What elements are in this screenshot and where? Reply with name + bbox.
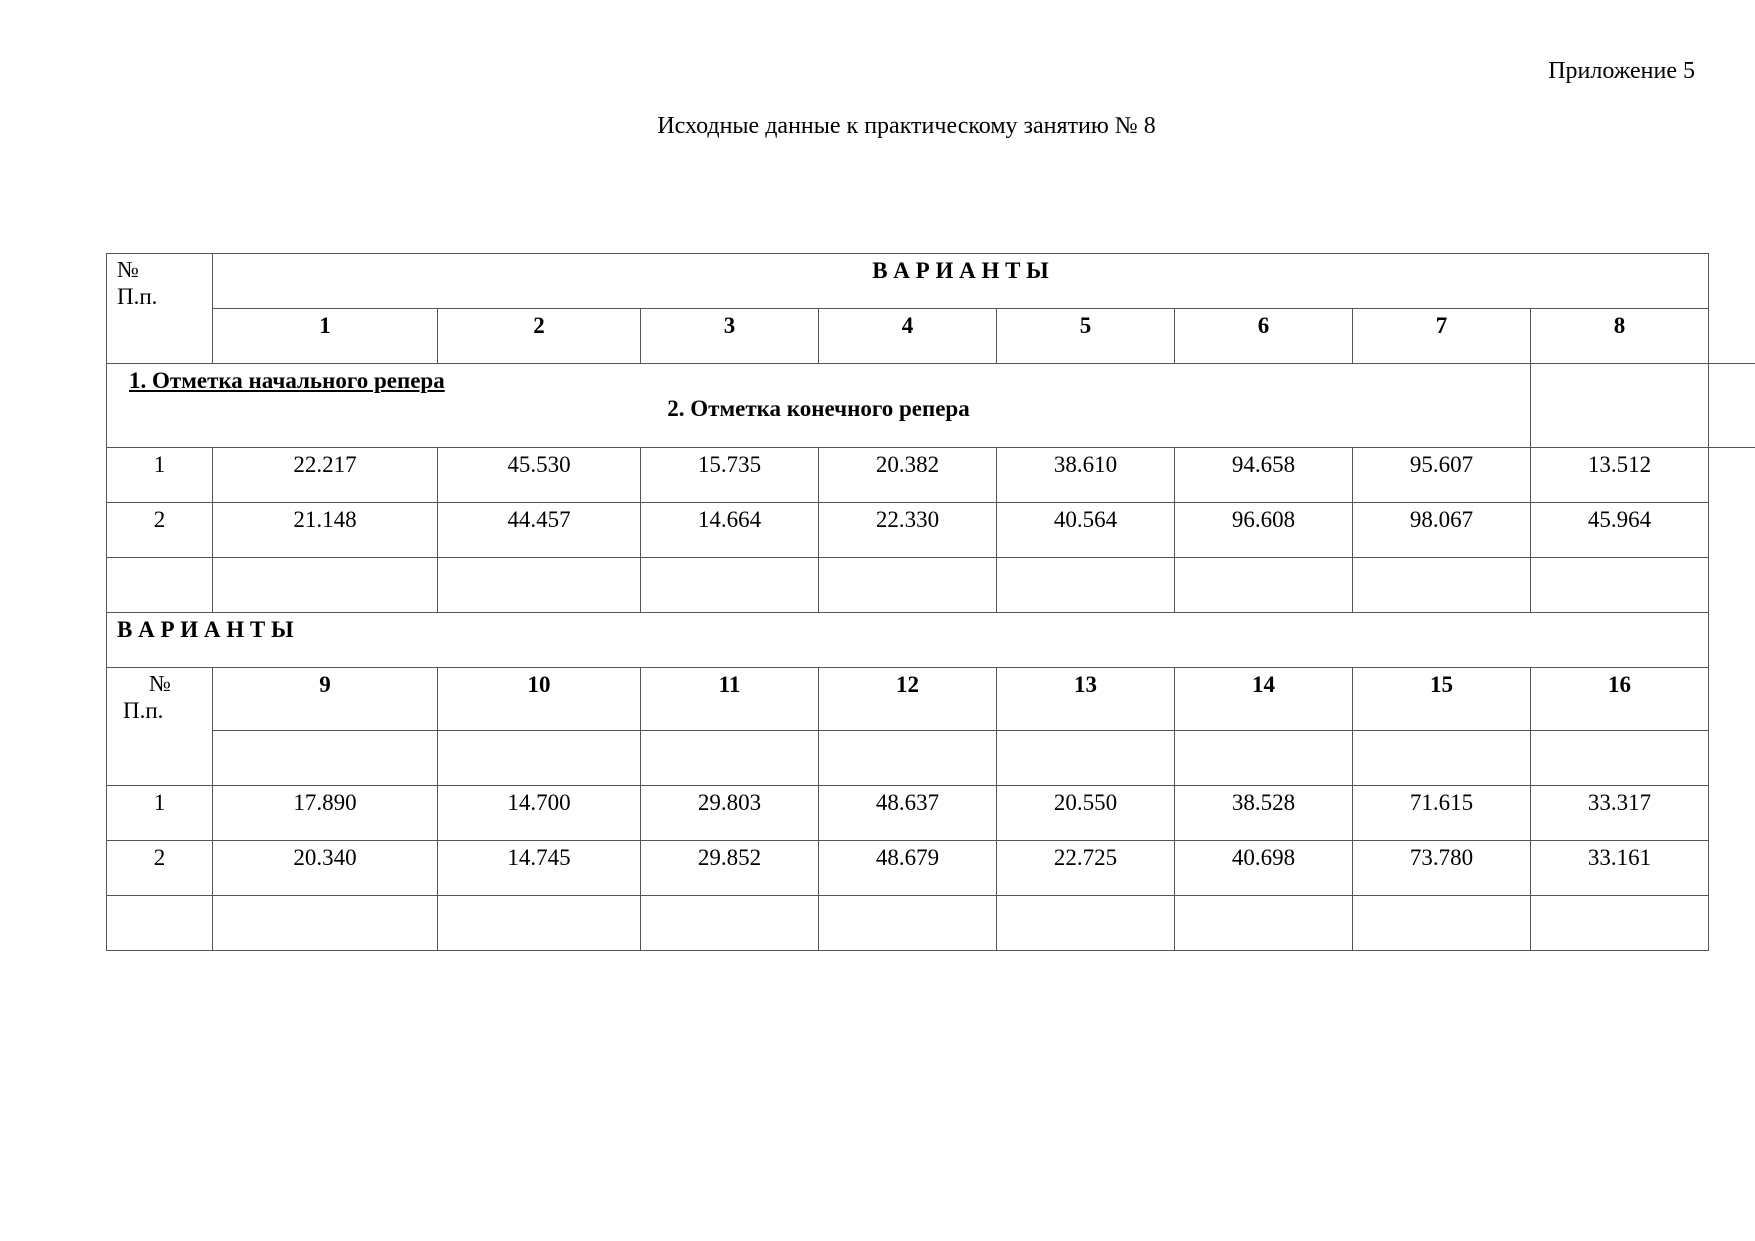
section1-label: 1. Отметка начального репера [129,368,445,393]
value-cell [640,447,819,503]
value-cell [1530,840,1709,896]
variant-number: 8 [1613,313,1626,338]
value-cell [996,502,1175,558]
value-cell [1352,447,1531,503]
value-text: 20.550 [1053,790,1118,815]
empty-cell [1530,557,1709,613]
value-text: 38.610 [1053,452,1118,477]
empty-cell [1530,730,1709,786]
variant-number: 14 [1252,672,1275,697]
table-overhang-line [1708,447,1755,448]
value-cell [1174,502,1353,558]
value-cell [996,447,1175,503]
value-text: 96.608 [1231,507,1296,532]
variant-number: 4 [901,313,914,338]
variant-number-cell [1174,308,1353,364]
empty-cell [996,557,1175,613]
value-text: 20.340 [293,845,357,870]
row-number: 1 [153,790,166,815]
value-cell [996,840,1175,896]
empty-cell [818,557,997,613]
variant-number: 12 [896,672,919,697]
variant-number-cell [1530,308,1709,364]
variant-number-cell [818,667,997,731]
value-text: 33.161 [1587,845,1652,870]
value-cell [212,840,438,896]
appendix-label: Приложение 5 [1548,58,1695,84]
empty-cell [640,895,819,951]
value-text: 14.700 [507,790,571,815]
empty-cell [1174,895,1353,951]
value-text: 45.530 [507,452,571,477]
value-cell [1352,502,1531,558]
variant-number-cell [212,308,438,364]
value-cell [212,785,438,841]
value-cell [640,840,819,896]
variant-number: 10 [527,672,551,697]
value-text: 45.964 [1587,507,1652,532]
value-cell [640,502,819,558]
variant-number: 1 [319,313,331,338]
value-cell [437,447,641,503]
variant-number-cell [996,308,1175,364]
empty-cell [437,557,641,613]
variant-number: 6 [1257,313,1270,338]
row-number: 2 [153,845,166,870]
variant-number-cell [996,667,1175,731]
variant-number: 5 [1079,313,1092,338]
value-text: 29.852 [697,845,762,870]
section2-label: 2. Отметка конечного репера [667,396,970,421]
value-text: 94.658 [1231,452,1296,477]
value-cell [1530,502,1709,558]
variant-number-cell [1530,667,1709,731]
variants-label: В А Р И А Н Т Ы [872,258,1049,283]
row-number-cell [106,840,213,896]
row-number-cell [106,502,213,558]
value-text: 44.457 [507,507,571,532]
empty-cell [996,730,1175,786]
row-number: 2 [153,507,166,532]
row-number-cell [106,785,213,841]
value-text: 22.217 [293,452,357,477]
table-overhang-line [1708,363,1755,364]
value-cell [437,502,641,558]
variant-number-cell [437,308,641,364]
value-cell [818,447,997,503]
empty-cell [640,557,819,613]
value-text: 38.528 [1231,790,1296,815]
empty-cell [437,895,641,951]
value-cell [212,502,438,558]
value-cell [437,840,641,896]
variant-number-cell [640,308,819,364]
value-text: 14.664 [697,507,762,532]
value-cell [818,502,997,558]
value-text: 21.148 [293,507,357,532]
variant-number: 2 [533,313,545,338]
variant-number: 3 [723,313,736,338]
variant-number-cell [212,667,438,731]
variant-number: 7 [1435,313,1448,338]
section-empty-cell [1530,363,1709,448]
value-text: 29.803 [697,790,762,815]
variants-label: В А Р И А Н Т Ы [117,617,294,642]
no-header-cell [106,667,213,786]
empty-cell [818,730,997,786]
value-text: 40.564 [1053,507,1118,532]
variants-header-cell [212,253,1709,309]
value-text: 17.890 [293,790,357,815]
value-cell [1530,785,1709,841]
value-text: 95.607 [1409,452,1474,477]
pp-label: П.п. [123,698,164,723]
variant-number: 11 [718,672,741,697]
empty-cell [1352,730,1531,786]
variants-band-cell [106,612,1709,668]
empty-cell [1174,730,1353,786]
value-text: 73.780 [1409,845,1474,870]
value-text: 71.615 [1409,790,1474,815]
empty-cell [1530,895,1709,951]
value-text: 98.067 [1409,507,1474,532]
no-label: № [117,257,139,282]
no-label: № [149,671,171,696]
variant-number-cell [818,308,997,364]
value-cell [818,785,997,841]
value-text: 22.330 [875,507,940,532]
value-text: 13.512 [1587,452,1652,477]
value-text: 48.637 [875,790,940,815]
empty-cell [1352,895,1531,951]
variant-number: 15 [1430,672,1453,697]
row-number-cell [106,447,213,503]
empty-cell [996,895,1175,951]
row-number: 1 [153,452,166,477]
value-text: 40.698 [1231,845,1296,870]
empty-cell [106,557,213,613]
section-label-cell [106,363,1531,448]
value-text: 22.725 [1053,845,1118,870]
empty-cell [212,895,438,951]
variant-number: 9 [319,672,331,697]
empty-cell [106,895,213,951]
value-cell [1174,785,1353,841]
value-cell [818,840,997,896]
variant-number: 13 [1074,672,1097,697]
value-cell [640,785,819,841]
empty-cell [1174,557,1353,613]
empty-cell [1352,557,1531,613]
variant-number-cell [1352,667,1531,731]
value-text: 48.679 [875,845,940,870]
variant-number-cell [640,667,819,731]
value-cell [212,447,438,503]
value-cell [1352,785,1531,841]
value-cell [437,785,641,841]
value-text: 33.317 [1587,790,1652,815]
value-cell [1530,447,1709,503]
variant-number-cell [437,667,641,731]
empty-cell [437,730,641,786]
value-text: 14.745 [507,845,571,870]
value-text: 20.382 [875,452,940,477]
empty-cell [212,730,438,786]
no-header-cell [106,253,213,364]
pp-label: П.п. [117,284,158,309]
document-title: Исходные данные к практическому занятию № 8 [657,113,1156,139]
empty-cell [818,895,997,951]
variant-number-cell [1174,667,1353,731]
variant-number: 16 [1608,672,1631,697]
value-cell [996,785,1175,841]
value-cell [1352,840,1531,896]
value-cell [1174,447,1353,503]
value-cell [1174,840,1353,896]
variant-number-cell [1352,308,1531,364]
empty-cell [212,557,438,613]
empty-cell [640,730,819,786]
value-text: 15.735 [697,452,762,477]
